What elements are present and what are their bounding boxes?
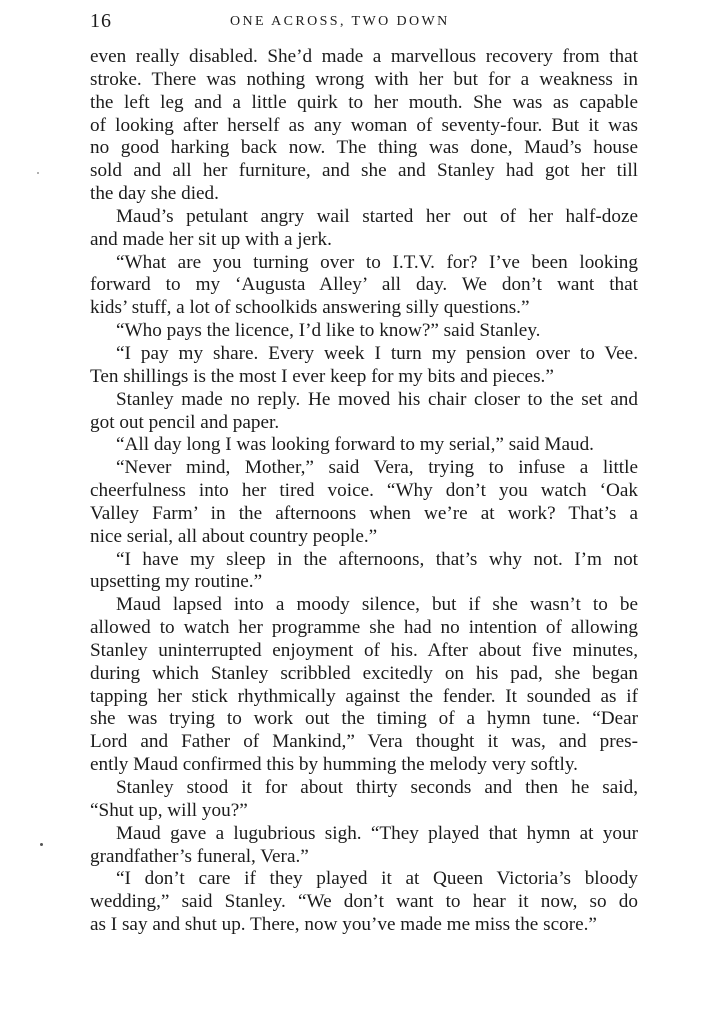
text-line: “I don’t care if they played it at Queen Victoria’s bloody	[116, 868, 638, 890]
text-line: sold and all her furniture, and she and Stanley had got her till	[90, 160, 638, 182]
text-line: during which Stanley scribbled excitedly on his pad, she began	[90, 662, 638, 684]
text-line: allowed to watch her programme she had no intention of allowing	[90, 617, 638, 639]
text-line: the day she died.	[90, 183, 219, 205]
text-line: as I say and shut up. There, now you’ve made me miss the score.”	[90, 914, 597, 936]
text-line: stroke. There was nothing wrong with her but for a weakness in	[90, 68, 638, 90]
running-head	[90, 7, 638, 35]
text-line: Stanley uninterrupted enjoyment of his. After about five minutes,	[90, 639, 638, 661]
body-text	[90, 46, 638, 937]
running-title: ONE ACROSS, TWO DOWN	[230, 14, 450, 29]
text-line: kids’ stuff, a lot of schoolkids answering silly questions.”	[90, 297, 530, 319]
text-line: wedding,” said Stanley. “We don’t want to hear it now, so do	[90, 891, 638, 913]
text-line: “Never mind, Mother,” said Vera, trying to infuse a little	[116, 457, 638, 479]
page-number: 16	[90, 10, 112, 32]
text-line: the left leg and a little quirk to her mouth. She was as capable	[90, 91, 638, 113]
text-line: Ten shillings is the most I ever keep for my bits and pieces.”	[90, 365, 554, 387]
text-line: Valley Farm’ in the afternoons when we’re at work? That’s a	[90, 502, 638, 524]
text-line: “I have my sleep in the afternoons, that’s why not. I’m not	[116, 548, 638, 570]
paper-speck	[40, 843, 43, 846]
text-line: Maud gave a lugubrious sigh. “They played that hymn at your	[116, 822, 638, 844]
text-line: Stanley stood it for about thirty seconds and then he said,	[116, 777, 638, 798]
text-line: of looking after herself as any woman of seventy-four. But it was	[90, 114, 638, 136]
text-line: nice serial, all about country people.”	[90, 525, 378, 547]
text-line: and made her sit up with a jerk.	[90, 228, 332, 250]
paper-speck	[37, 172, 39, 174]
text-line: “Who pays the licence, I’d like to know?” said Stanley.	[116, 320, 541, 342]
text-line: “All day long I was looking forward to my serial,” said Maud.	[116, 434, 594, 456]
text-line: no good harking back now. The thing was done, Maud’s house	[90, 137, 638, 159]
text-line: tapping her stick rhythmically against the fender. It sounded as if	[90, 685, 638, 707]
text-line: cheerfulness into her tired voice. “Why don’t you watch ‘Oak	[90, 480, 638, 502]
text-line: Maud lapsed into a moody silence, but if she wasn’t to be	[116, 594, 638, 616]
text-line: even really disabled. She’d made a marvellous recovery from that	[90, 46, 638, 67]
text-line: upsetting my routine.”	[90, 571, 263, 593]
text-line: Stanley made no reply. He moved his chair closer to the set and	[116, 388, 638, 410]
text-line: Lord and Father of Mankind,” Vera thought it was, and pres-	[90, 731, 638, 753]
text-line: grandfather’s funeral, Vera.”	[90, 845, 309, 867]
text-line: “What are you turning over to I.T.V. for? I’ve been looking	[116, 251, 638, 273]
text-line: ently Maud confirmed this by humming the melody very softly.	[90, 754, 578, 776]
text-line: Maud’s petulant angry wail started her out of her half-doze	[116, 205, 638, 227]
text-line: “Shut up, will you?”	[90, 799, 248, 821]
text-line: she was trying to work out the timing of a hymn tune. “Dear	[90, 708, 638, 730]
text-line: got out pencil and paper.	[90, 411, 280, 433]
text-line: forward to my ‘Augusta Alley’ all day. We don’t want that	[90, 274, 638, 296]
text-line: “I pay my share. Every week I turn my pension over to Vee.	[116, 342, 638, 364]
